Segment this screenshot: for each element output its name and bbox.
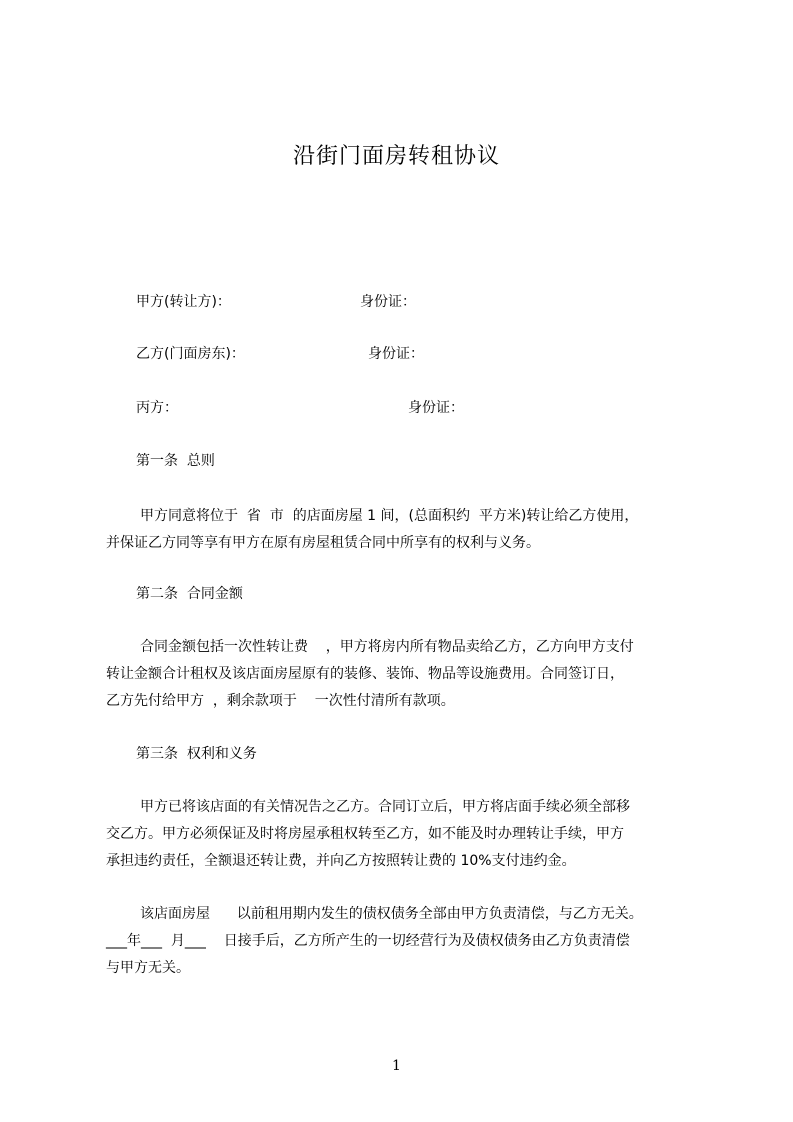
article-2-heading: 第二条 合同金额 — [136, 586, 243, 602]
party-c-label: 丙方： — [136, 400, 178, 416]
article-2-line: 转让金额合计租权及该店面房屋原有的装修、装饰、物品等设施费用。合同签订日， — [106, 666, 624, 682]
article-1-line: 甲方同意将位于 省 市 的店面房屋 1 间，(总面积约 平方米)转让给乙方使用， — [140, 508, 639, 524]
article-2-line: 乙方先付给甲方 ，剩余款项于 一次性付清所有款项。 — [106, 693, 455, 709]
article-3-line: 与甲方无关。 — [106, 960, 190, 976]
party-b-label: 乙方(门面房东)： — [136, 346, 245, 362]
party-a-label: 甲方(转让方)： — [136, 294, 231, 310]
page-number: 1 — [392, 1058, 401, 1074]
article-3-line: 该店面房屋 以前租用期内发生的债权债务全部由甲方负责清偿，与乙方无关。 — [140, 906, 643, 922]
article-3-line: ___年___ 月___ 日接手后，乙方所产生的一切经营行为及债权债务由乙方负责清偿 — [106, 933, 630, 949]
article-3-line: 甲方已将该店面的有关情况告之乙方。合同订立后，甲方将店面手续必须全部移 — [140, 799, 630, 815]
article-1-heading: 第一条 总则 — [136, 453, 215, 469]
party-c-id-label: 身份证： — [408, 400, 464, 416]
article-2-line: 合同金额包括一次性转让费 ，甲方将房内所有物品卖给乙方，乙方向甲方支付 — [140, 639, 634, 655]
party-b-id-label: 身份证： — [368, 346, 424, 362]
article-1-line: 并保证乙方同等享有甲方在原有房屋租赁合同中所享有的权利与义务。 — [106, 535, 540, 551]
article-3-line: 交乙方。甲方必须保证及时将房屋承租权转至乙方，如不能及时办理转让手续，甲方 — [106, 826, 624, 842]
document-title: 沿街门面房转租协议 — [292, 144, 500, 169]
party-a-id-label: 身份证： — [360, 294, 416, 310]
article-3-line: 承担违约责任，全额退还转让费，并向乙方按照转让费的 10%支付违约金。 — [106, 853, 576, 869]
article-3-heading: 第三条 权利和义务 — [136, 746, 257, 762]
